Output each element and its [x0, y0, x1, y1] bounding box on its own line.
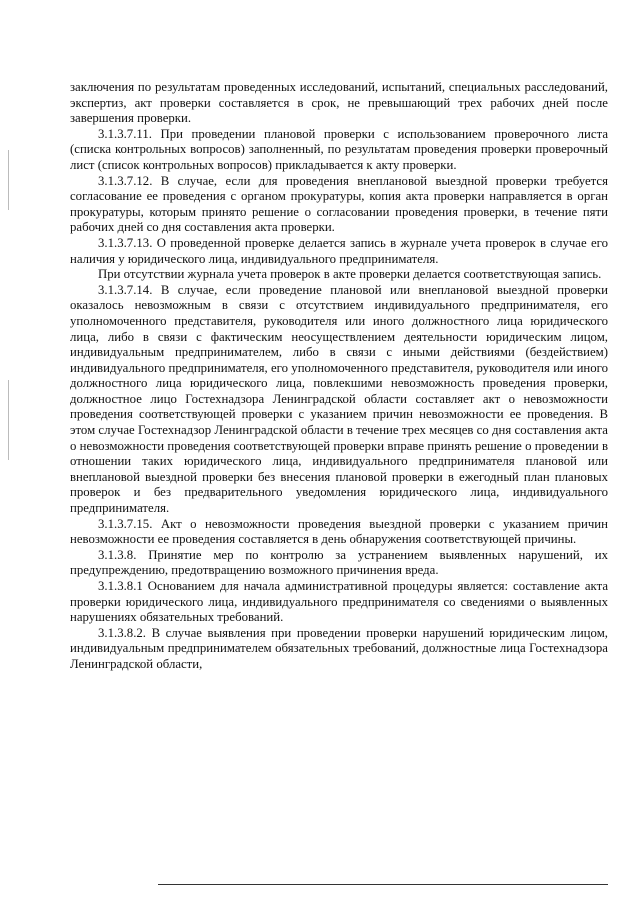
- paragraph-3-1-3-7-13: 3.1.3.7.13. О проведенной проверке делается запись в журнале учета проверок в случае его наличия у юридического лица, индивидуального предпринимателя.: [70, 235, 608, 266]
- paragraph-3-1-3-8-1: 3.1.3.8.1 Основанием для начала административной процедуры является: составление акта проверки юридического лица, индивидуального предпринимателя со сведениями о выявленных нарушениях обязательных требований.: [70, 579, 608, 625]
- paragraph-3-1-3-7-14: 3.1.3.7.14. В случае, если проведение плановой или внеплановой выездной проверки оказалось невозможным в связи с отсутствием индивидуального предпринимателя, его уполномоченного представителя, руководителя или иного должностного лица юридического лица, либо в связи с фактическим неосуществлением деятельности юридическим лицом, индивидуальным предпринимателем, либо в связи с иными действиями (бездействием) индивидуального предпринимателя, его уполномоченного представителя, руководителя или иного должностного лица юридического лица, повлекшими невозможность проведения проверки, должностное лицо Гостехнадзора Ленинградской области составляет акт о невозможности проведения соответствующей проверки с указанием причин невозможности ее проведения. В этом случае Гостехнадзор Ленинградской области в течение трех месяцев со дня составления акта о невозможности проведения соответствующей проверки вправе принять решение о проведении в отношении таких юридического лица, индивидуального предпринимателя плановой или внеплановой выездной проверки без внесения плановой проверки в ежегодный план плановых проверок и без предварительного уведомления юридического лица, индивидуального предпринимателя.: [70, 282, 608, 516]
- paragraph-3-1-3-7-15: 3.1.3.7.15. Акт о невозможности проведения выездной проверки с указанием причин невозможности ее проведения составляется в день обнаружения соответствующей причины.: [70, 516, 608, 547]
- paragraph-3-1-3-7-12: 3.1.3.7.12. В случае, если для проведения внеплановой выездной проверки требуется согласование ее проведения с органом прокуратуры, копия акта проверки направляется в орган прокуратуры, которым принято решение о согласовании проведения проверки, в течение пяти рабочих дней со дня составления акта проверки.: [70, 173, 608, 235]
- scan-margin-mark-bottom: [8, 380, 9, 460]
- paragraph-3-1-3-8: 3.1.3.8. Принятие мер по контролю за устранением выявленных нарушений, их предупреждению, предотвращению возможного причинения вреда.: [70, 547, 608, 578]
- footer-rule: [158, 884, 608, 885]
- paragraph-3-1-3-8-2: 3.1.3.8.2. В случае выявления при проведении проверки нарушений юридическим лицом, индивидуальным предпринимателем обязательных требований, должностные лица Гостехнадзора Ленинградской области,: [70, 625, 608, 671]
- paragraph-3-1-3-7-11: 3.1.3.7.11. При проведении плановой проверки с использованием проверочного листа (списка контрольных вопросов) заполненный, по результатам проведения проверки проверочный лист (список контрольных вопросов) прикладывается к акту проверки.: [70, 126, 608, 172]
- paragraph-journal-absence: При отсутствии журнала учета проверок в акте проверки делается соответствующая запись.: [98, 267, 602, 282]
- scan-margin-mark-top: [8, 150, 9, 210]
- paragraph-continuation: заключения по результатам проведенных исследований, испытаний, специальных расследований, экспертиз, акт проверки составляется в срок, не превышающий трех рабочих дней после завершения проверки.: [70, 80, 608, 126]
- document-page: [70, 80, 608, 673]
